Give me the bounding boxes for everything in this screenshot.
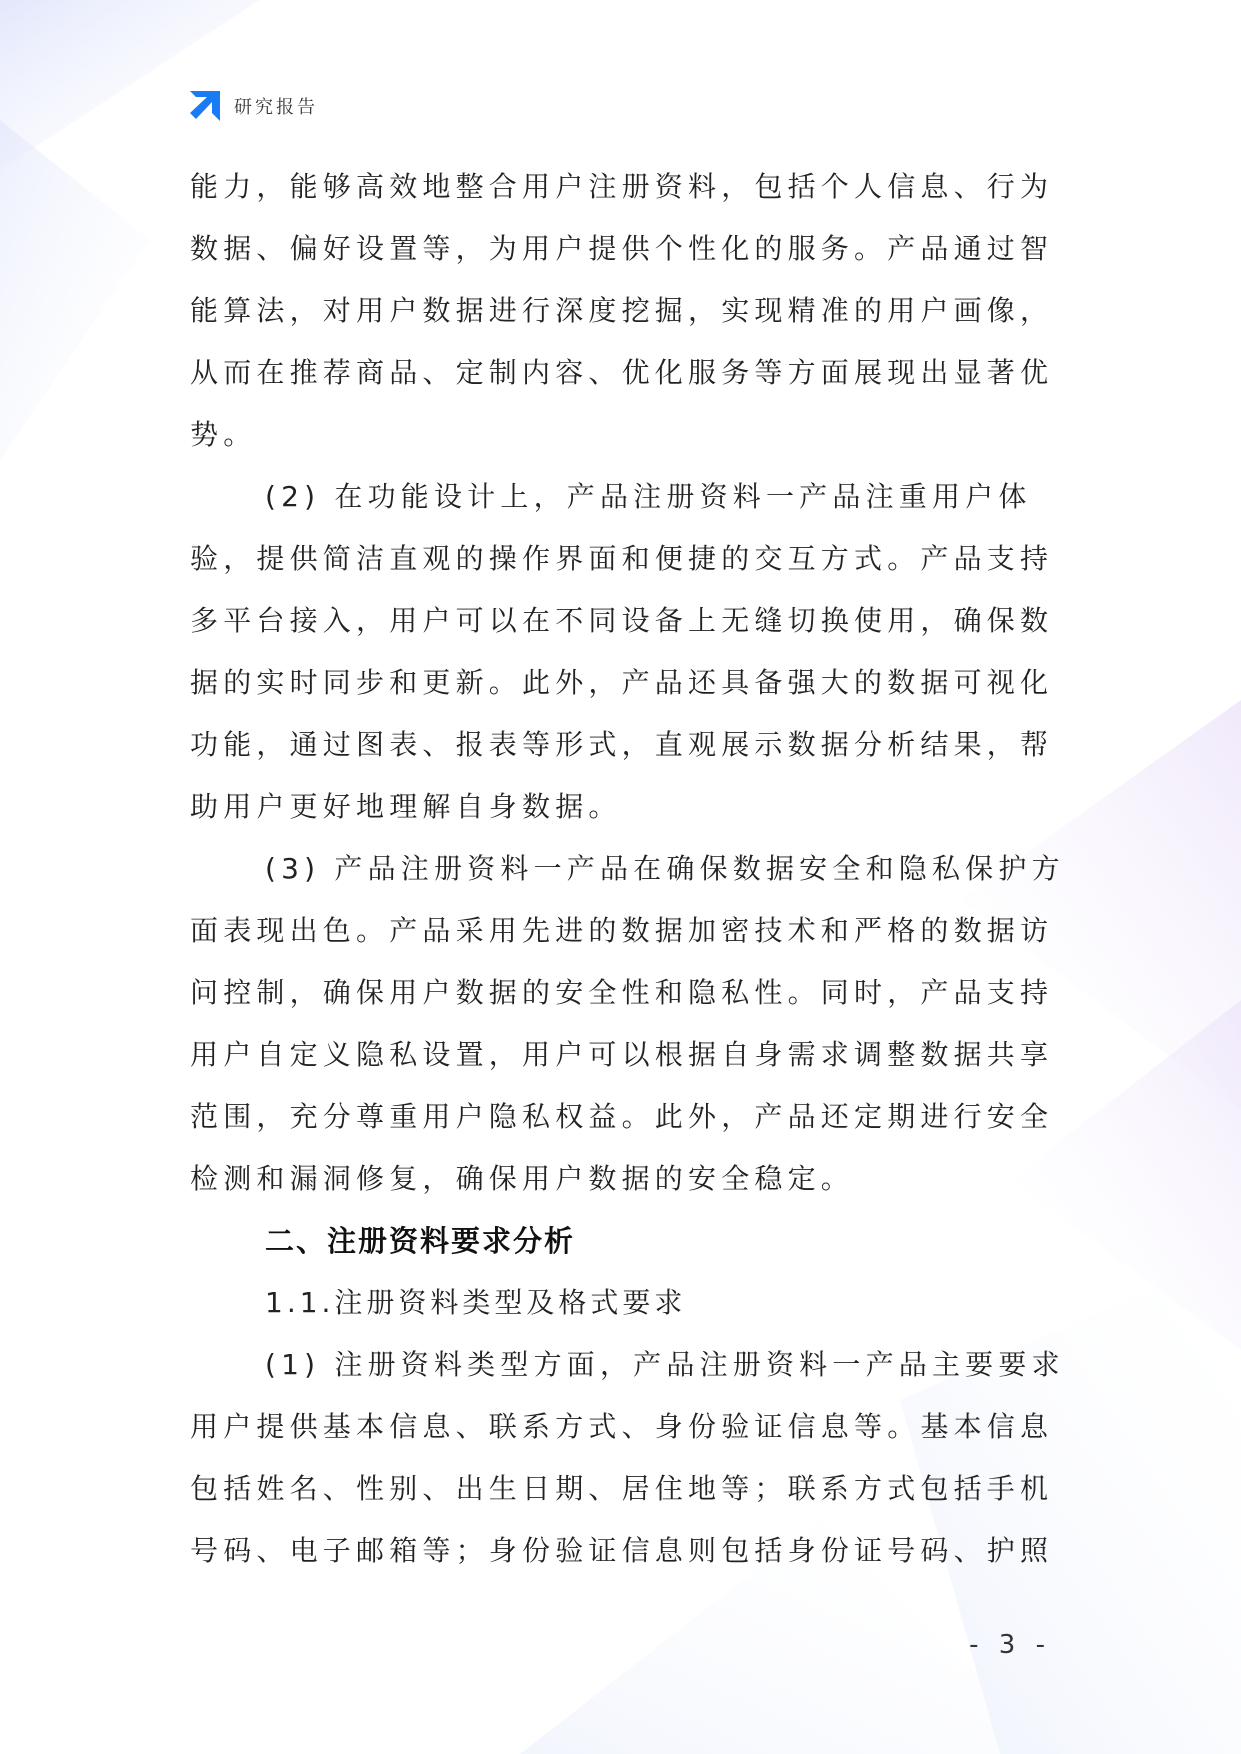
- paragraph-2: (2) 在功能设计上，产品注册资料一产品注重用户体验，提供简洁直观的操作界面和便捷的交互方式。产品支持多平台接入，用户可以在不同设备上无缝切换使用，确保数据的实时同步和更新。此外，产品还具备强大的数据可视化功能，通过图表、报表等形式，直观展示数据分析结果，帮助用户更好地理解自身数据。: [190, 480, 1054, 823]
- paragraph-1: 能力，能够高效地整合用户注册资料，包括个人信息、行为数据、偏好设置等，为用户提供个性化的服务。产品通过智能算法，对用户数据进行深度挖掘，实现精准的用户画像，从而在推荐商品、定制内容、优化服务等方面展现出显著优势。: [190, 170, 1054, 451]
- document-body: [190, 156, 1070, 1582]
- page-header: [188, 88, 318, 124]
- arrow-up-right-icon: [188, 89, 222, 123]
- subsection-heading: 1.1.注册资料类型及格式要求: [265, 1286, 687, 1319]
- header-title: 研究报告: [234, 97, 318, 118]
- paragraph-4: (1) 注册资料类型方面，产品注册资料一产品主要要求用户提供基本信息、联系方式、身份验证信息等。基本信息包括姓名、性别、出生日期、居住地等；联系方式包括手机号码、电子邮箱等；身份验证信息则包括身份证号码、护照: [190, 1348, 1065, 1567]
- page-number: - 3 -: [969, 1630, 1051, 1660]
- section-heading: 二、注册资料要求分析: [265, 1224, 576, 1258]
- paragraph-3: (3) 产品注册资料一产品在确保数据安全和隐私保护方面表现出色。产品采用先进的数据加密技术和严格的数据访问控制，确保用户数据的安全性和隐私性。同时，产品支持用户自定义隐私设置，用户可以根据自身需求调整数据共享范围，充分尊重用户隐私权益。此外，产品还定期进行安全检测和漏洞修复，确保用户数据的安全稳定。: [190, 852, 1065, 1195]
